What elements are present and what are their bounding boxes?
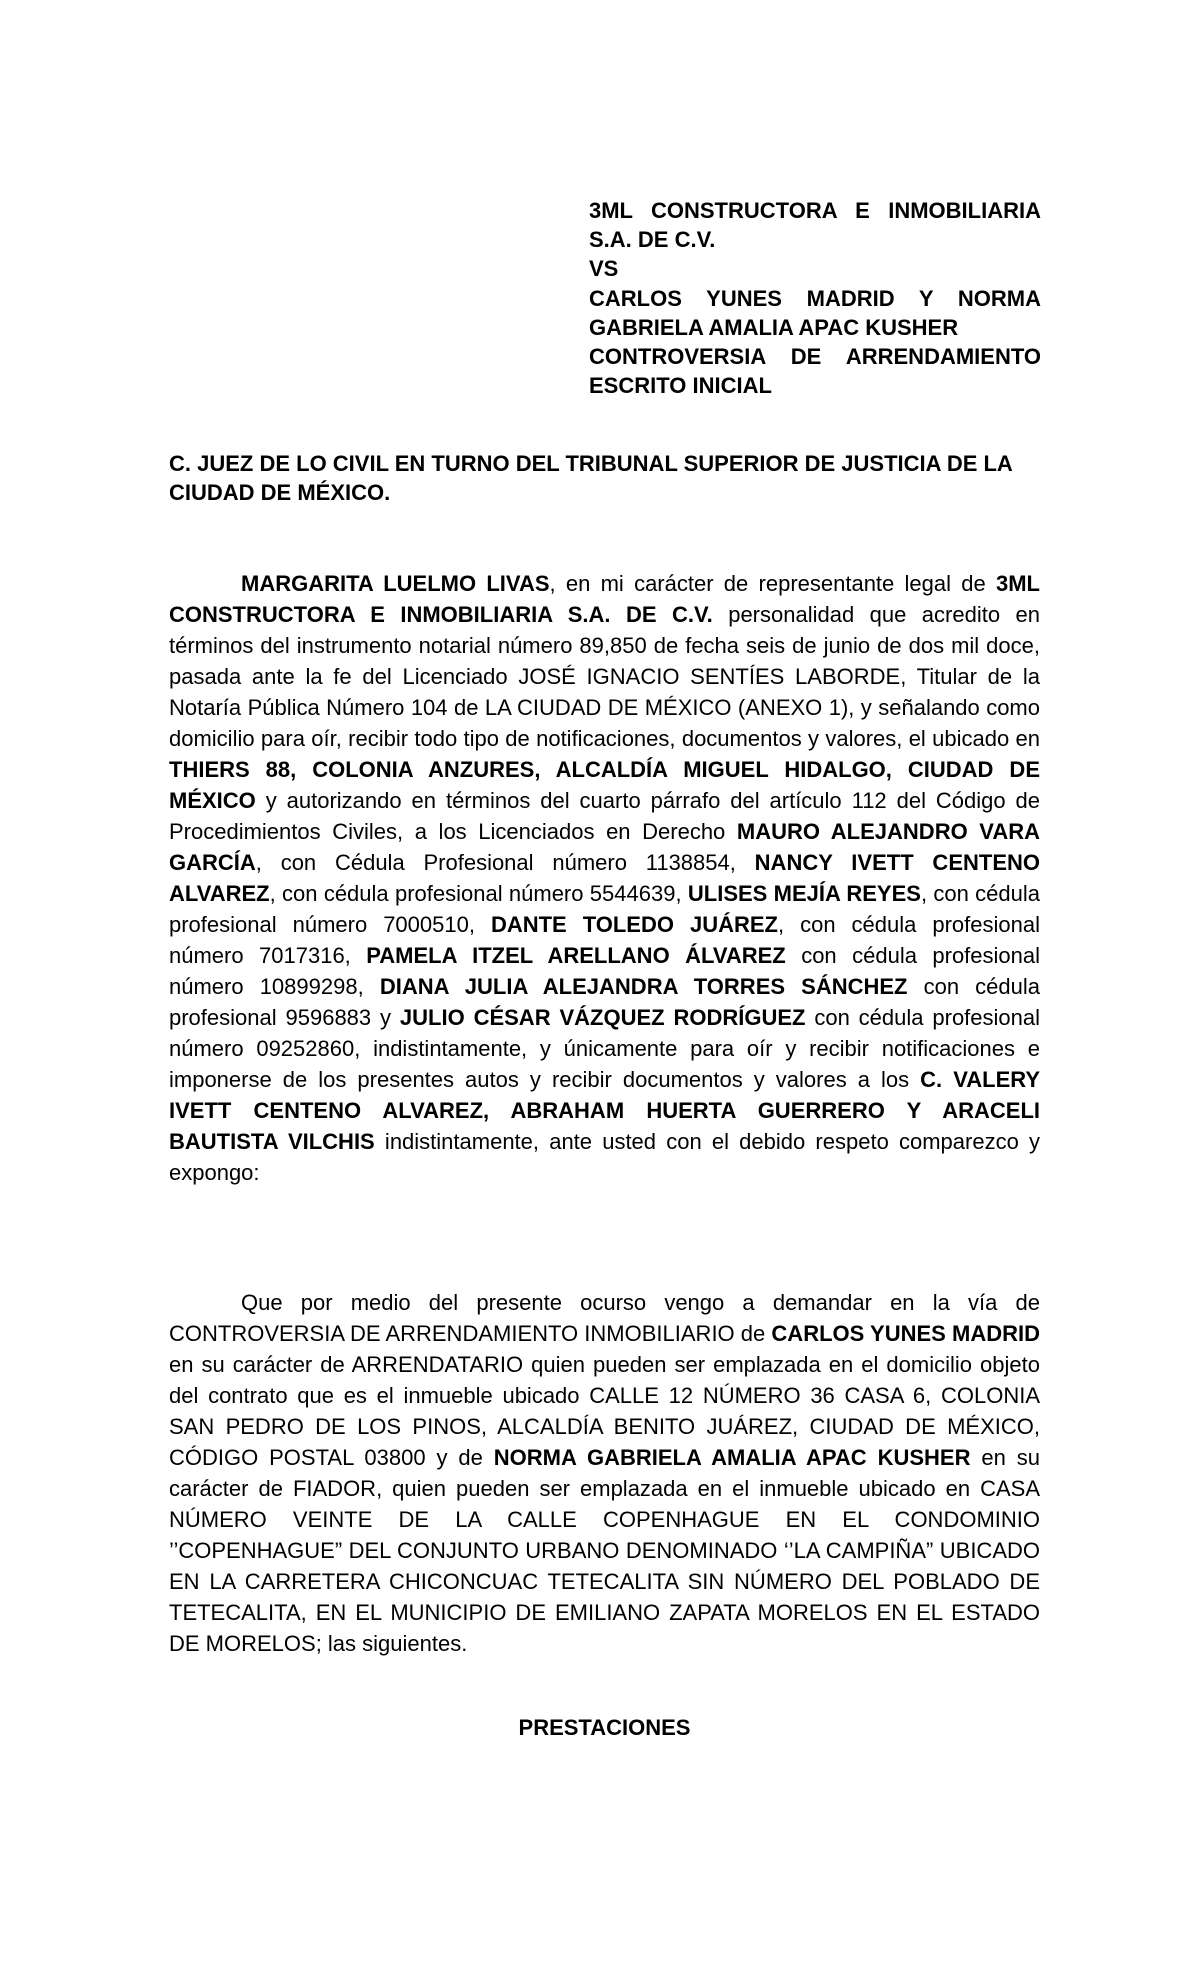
representative-name: MARGARITA LUELMO LIVAS — [241, 571, 550, 596]
paragraph2-text: en su carácter de ARRENDATARIO quien pueden ser emplazada en el domicilio objeto del contrato que es el inmueble ubicado CALLE 12 NÚMERO 36 CASA 6, COLONIA SAN PEDRO DE LOS PINOS, ALCALDÍA BENITO JUÁREZ, CIUDAD DE MÉXICO, CÓDIGO POSTAL 03800 y de — [169, 1352, 1040, 1470]
paragraph1-text: con cédula profesional número 09252860, indistintamente, y únicamente para oír y recibir notificaciones e imponerse de los presentes autos y recibir documentos y valores a los — [169, 1005, 1041, 1092]
attorney-name: PAMELA ITZEL ARELLANO ÁLVAREZ — [366, 943, 786, 968]
paragraph-claim — [169, 1287, 1040, 1659]
paragraph1-text: , con Cédula Profesional número 1138854, — [255, 850, 755, 875]
paragraph1-text: y autorizando en términos del cuarto párrafo del artículo 112 del Código de Procedimientos Civiles, a los Licenciados en Derecho — [169, 788, 1040, 844]
paragraph1-text: indistintamente, ante usted con el debido respeto comparezco y expongo: — [169, 1129, 1040, 1185]
paragraph1-text: , con cédula profesional número 5544639, — [269, 881, 688, 906]
section-heading-prestaciones: PRESTACIONES — [518, 1715, 691, 1740]
paragraph2-text: en su carácter de FIADOR, quien pueden ser emplazada en el inmueble ubicado en CASA NÚMERO VEINTE DE LA CALLE COPENHAGUE EN EL CONDOMINIO ’’COPENHAGUE” DEL CONJUNTO URBANO DENOMINADO ‘’LA CAMPIÑA” UBICADO EN LA CARRETERA CHICONCUAC TETECALITA SIN NÚMERO DEL POBLADO DE TETECALITA, EN EL MUNICIPIO DE EMILIANO ZAPATA MORELOS EN EL ESTADO DE MORELOS; las siguientes. — [169, 1445, 1040, 1656]
paragraph2-text: Que por medio del presente ocurso vengo a demandar en la vía de CONTROVERSIA DE ARRENDAMIENTO INMOBILIARIO de — [169, 1290, 1040, 1346]
attorney-name: MAURO ALEJANDRO VARA GARCÍA — [169, 819, 1040, 875]
attorney-name: JULIO CÉSAR VÁZQUEZ RODRÍGUEZ — [399, 1005, 806, 1030]
caption-defendants-line-2: GABRIELA AMALIA APAC KUSHER — [589, 314, 959, 340]
caption-case-type: CONTROVERSIA DE ARRENDAMIENTO — [589, 344, 1041, 370]
paragraph-appearance — [169, 568, 1040, 1188]
attorney-name: ULISES MEJÍA REYES — [687, 881, 921, 906]
paragraph1-text: personalidad que acredito en términos del instrumento notarial número 89,850 de fecha seis de junio de dos mil doce, pasada ante la fe del Licenciado JOSÉ IGNACIO SENTÍES LABORDE, Titular de la Notaría Pública Número 104 de LA CIUDAD DE MÉXICO (ANEXO 1), y señalando como domicilio para oír, recibir todo tipo de notificaciones, documentos y valores, el ubicado en — [169, 602, 1040, 751]
paragraph1-text: , con cédula profesional número 7017316, — [169, 912, 1040, 968]
service-address: THIERS 88, COLONIA ANZURES, ALCALDÍA MIGUEL HIDALGO, CIUDAD DE MÉXICO — [169, 757, 1040, 813]
case-caption — [589, 196, 1041, 400]
caption-versus: VS — [589, 256, 619, 282]
attorney-name: DIANA JULIA ALEJANDRA TORRES SÁNCHEZ — [379, 974, 908, 999]
caption-plaintiff-line-1: 3ML CONSTRUCTORA E INMOBILIARIA — [589, 198, 1041, 223]
paragraph1-text: , con cédula profesional número 7000510, — [169, 881, 1040, 937]
caption-plaintiff-line-2: S.A. DE C.V. — [589, 227, 716, 253]
paragraph1-text: con cédula profesional 9596883 y — [169, 974, 1040, 1030]
paragraph1-text: con cédula profesional número 10899298, — [169, 943, 1041, 999]
defendant-guarantor-name: NORMA GABRIELA AMALIA APAC KUSHER — [493, 1445, 971, 1470]
attorney-name: DANTE TOLEDO JUÁREZ — [490, 912, 778, 937]
company-name: 3ML CONSTRUCTORA E INMOBILIARIA S.A. DE C.V. — [169, 571, 1040, 627]
attorney-name: NANCY IVETT CENTENO ALVAREZ — [169, 850, 1040, 906]
defendant-tenant-name: CARLOS YUNES MADRID — [771, 1321, 1040, 1346]
addressee: C. JUEZ DE LO CIVIL EN TURNO DEL TRIBUNAL SUPERIOR DE JUSTICIA DE LA CIUDAD DE MÉXICO. — [169, 451, 1013, 506]
authorized-persons: C. VALERY IVETT CENTENO ALVAREZ, ABRAHAM HUERTA GUERRERO Y ARACELI BAUTISTA VILCHIS — [169, 1067, 1040, 1154]
caption-document-type: ESCRITO INICIAL — [589, 373, 772, 399]
paragraph1-text: , en mi carácter de representante legal de — [549, 571, 996, 596]
caption-defendants-line-1: CARLOS YUNES MADRID Y NORMA — [589, 285, 1041, 311]
